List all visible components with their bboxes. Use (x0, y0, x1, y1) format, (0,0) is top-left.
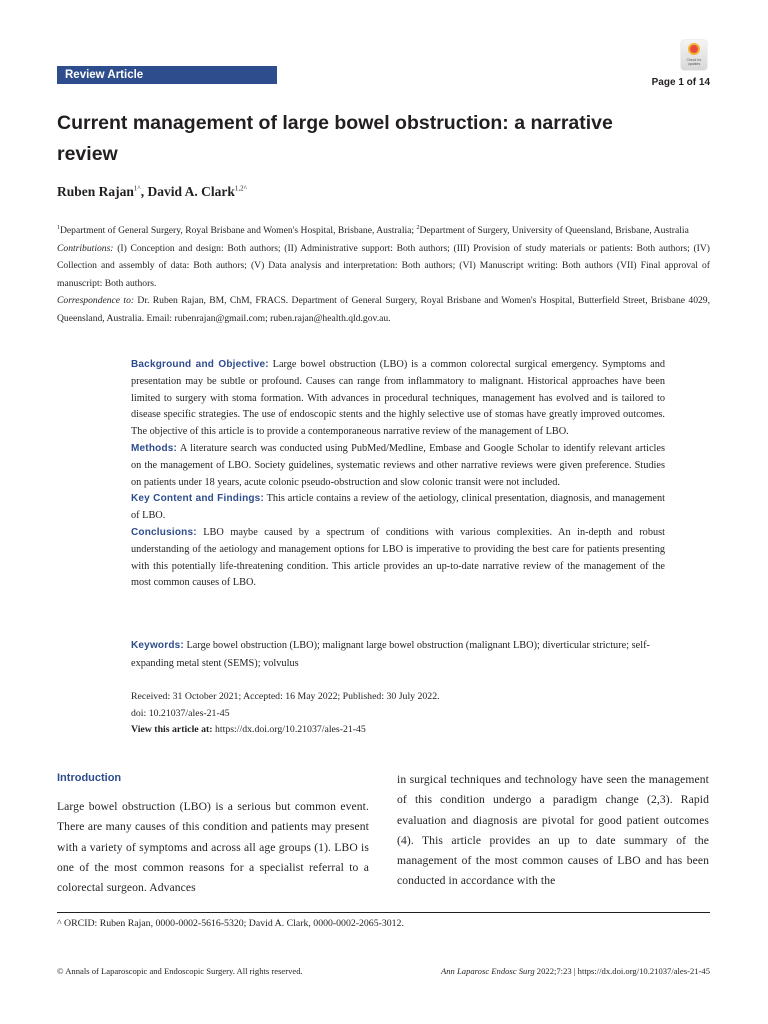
paper-title: Current management of large bowel obstruction: a narrative review (57, 112, 613, 165)
orcid-footnote: ^ ORCID: Ruben Rajan, 0000-0002-5616-5320; David A. Clark, 0000-0002-2065-3012. (57, 918, 404, 929)
author-name: Ruben Rajan (57, 184, 134, 199)
abstract-section-text: This article contains a review of the aetiology, clinical presentation, diagnosis, and management of LBO. (131, 493, 666, 522)
page-indicator: Page 1 of 14 (651, 77, 710, 88)
publication-history: Received: 31 October 2021; Accepted: 16 May 2022; Published: 30 July 2022. (131, 691, 440, 702)
affiliations (57, 220, 710, 240)
body-column-right: in surgical techniques and technology have seen the management of this condition undergo a paradigm change (2,3). Rapid evaluation and diagnosis are pivotal for good patient outcomes (4). This article provides an up to date summary of the management of the most common causes of LBO and has been conducted in accordance with the (397, 773, 709, 888)
contributions-label: Contributions: (57, 242, 114, 254)
author-separator: , (140, 184, 148, 199)
citation-footer (441, 966, 710, 976)
abstract-section-text: LBO maybe caused by a spectrum of conditions with various complexities. An in-depth and robust understanding of the aetiology and management options for LBO is imperative to providing the best care for patients presenting with this potentially life-threatening condition. This article provides an up-to-date narrative review of the management of the most common causes of LBO. (131, 526, 665, 589)
contributions (57, 240, 710, 293)
crossmark-label: Check for updates (686, 58, 702, 66)
copyright-notice: © Annals of Laparoscopic and Endoscopic Surgery. All rights reserved. (57, 966, 303, 976)
contributions-text: (I) Conception and design: Both authors; (II) Administrative support: Both authors; (III) Provision of study materials or patients: Both authors; (IV) Collection and assembly of data: Both authors; (V) Data analysis and interpretation: Both authors; (VI) Manuscript writing: Both authors (VII) Final approval of manuscript: Both authors. (57, 242, 710, 289)
author-affiliation-marker: 1^ (133, 184, 141, 193)
abstract-section-label: Key Content and Findings: (131, 493, 264, 505)
abstract-section-text: A literature search was conducted using PubMed/Medline, Embase and Google Scholar to identify relevant articles on the management of LBO. Society guidelines, systematic reviews and other narrative reviews were given preference. Studies on patients under 18 years, acute colonic pseudo-obstruction and slow colonic transit were not included. (131, 442, 665, 488)
view-article-link[interactable]: https://dx.doi.org/10.21037/ales-21-45 (212, 724, 366, 735)
citation-text: 2022;7:23 | https://dx.doi.org/10.21037/ales-21-45 (534, 966, 710, 976)
affiliation-1: Department of General Surgery, Royal Brisbane and Women's Hospital, Brisbane, Australia; (60, 225, 417, 237)
abstract-section-label: Conclusions: (131, 526, 197, 538)
abstract-background (131, 357, 665, 441)
article-type-banner (57, 66, 277, 84)
crossmark-icon (688, 43, 700, 55)
affiliation-number: 2 (416, 225, 420, 231)
section-heading-introduction: Introduction (57, 772, 122, 784)
abstract-section-label: Methods: (131, 442, 178, 454)
author-affiliation-marker: 1,2^ (234, 184, 247, 193)
correspondence (57, 292, 710, 327)
abstract-key-content (131, 491, 665, 525)
affiliation-number: 1 (57, 225, 60, 231)
abstract-section-label: Background and Objective: (131, 359, 269, 370)
abstract (131, 357, 665, 592)
view-article-label: View this article at: (131, 724, 213, 735)
abstract-section-text: Large bowel obstruction (LBO) is a common colorectal surgical emergency. Symptoms and presentation may be subtle or profound. Causes can range from inflammatory to malignant. Historical approaches have been limited to surgery with stoma formation. With advances in procedural techniques, management has evolved and is tailored to disease specific strategies. The use of endoscopic stents and the highly selective use of stomas have greatly improved outcomes. The objective of this article is to provide a contemporaneous narrative review of the management of LBO. (131, 359, 665, 438)
correspondence-label: Correspondence to: (57, 295, 135, 307)
body-column-left: Large bowel obstruction (LBO) is a serious but common event. There are many causes of this condition and patients may present with a variety of symptoms and across all age groups (1). LBO is one of the most common reasons for a specialist referral to a colorectal surgeon. Advances (57, 800, 369, 895)
keywords-text: Large bowel obstruction (LBO); malignant large bowel obstruction (malignant LBO); diverticular stricture; self-expanding metal stent (SEMS); volvulus (131, 640, 650, 669)
publication-info (131, 689, 671, 739)
article-type-label: Review Article (65, 69, 144, 81)
journal-abbreviation: Ann Laparosc Endosc Surg (441, 966, 535, 976)
correspondence-text: Dr. Ruben Rajan, BM, ChM, FRACS. Department of General Surgery, Royal Brisbane and Women's Hospital, Butterfield Street, Brisbane 4029, Queensland, Australia. Email: rubenrajan@gmail.com; ruben.rajan@health.qld.gov.au. (57, 295, 710, 324)
affiliation-2: Department of Surgery, University of Queensland, Brisbane, Australia (419, 225, 689, 237)
abstract-methods (131, 441, 665, 491)
abstract-conclusions (131, 525, 665, 592)
author-list (57, 184, 247, 200)
footnote-divider (57, 912, 710, 913)
author-name: David A. Clark (147, 184, 235, 199)
keywords (131, 637, 671, 673)
view-article (131, 722, 671, 739)
check-for-updates-badge[interactable] (681, 40, 707, 70)
doi: doi: 10.21037/ales-21-45 (131, 707, 230, 719)
keywords-label: Keywords: (131, 640, 184, 651)
front-matter (57, 220, 710, 327)
